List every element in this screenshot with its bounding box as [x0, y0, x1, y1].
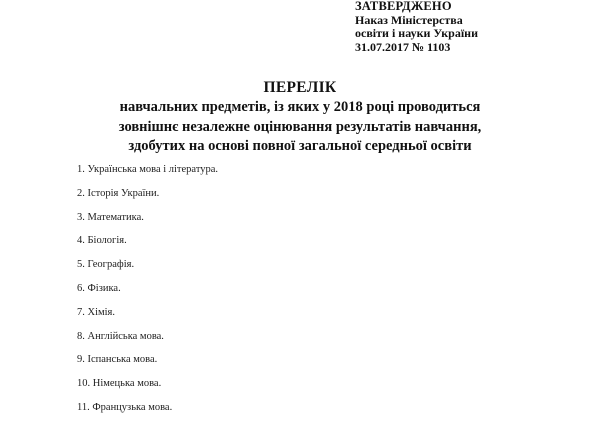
approval-date-number: 31.07.2017 № 1103	[355, 39, 451, 54]
subject-list-item: 9. Іспанська мова.	[77, 354, 158, 366]
document-subtitle-line-2: зовнішнє незалежне оцінювання результатів навчання,	[118, 118, 482, 135]
subject-list-item: 3. Математика.	[77, 211, 144, 223]
subject-list-item: 8. Англійська мова.	[77, 330, 164, 342]
approval-title: ЗАТВЕРДЖЕНО	[355, 0, 452, 13]
document-subtitle-line-3: здобутих на основі повної загальної середньої освіти	[128, 138, 472, 154]
subject-list-item: 11. Французька мова.	[77, 401, 173, 413]
document-subtitle-line-1: навчальних предметів, із яких у 2018 році проводиться	[119, 99, 481, 115]
approval-ministry-line: освіти і науки України	[355, 26, 478, 40]
subject-list-item: 1. Українська мова і література.	[77, 164, 219, 175]
subject-list-item: 10. Німецька мова.	[77, 378, 162, 390]
subject-list-item: 4. Біологія.	[77, 235, 127, 247]
subject-list	[77, 161, 218, 423]
subject-list-item: 7. Хімія.	[77, 306, 116, 318]
subject-list-item: 6. Фізика.	[77, 282, 121, 294]
document-heading	[0, 78, 600, 157]
approval-stamp	[355, 0, 478, 54]
subject-list-item: 5. Географія.	[77, 259, 135, 271]
subject-list-item: 2. Історія України.	[77, 187, 160, 199]
approval-order-line: Наказ Міністерства	[355, 12, 463, 27]
document-title: ПЕРЕЛІК	[263, 79, 337, 96]
